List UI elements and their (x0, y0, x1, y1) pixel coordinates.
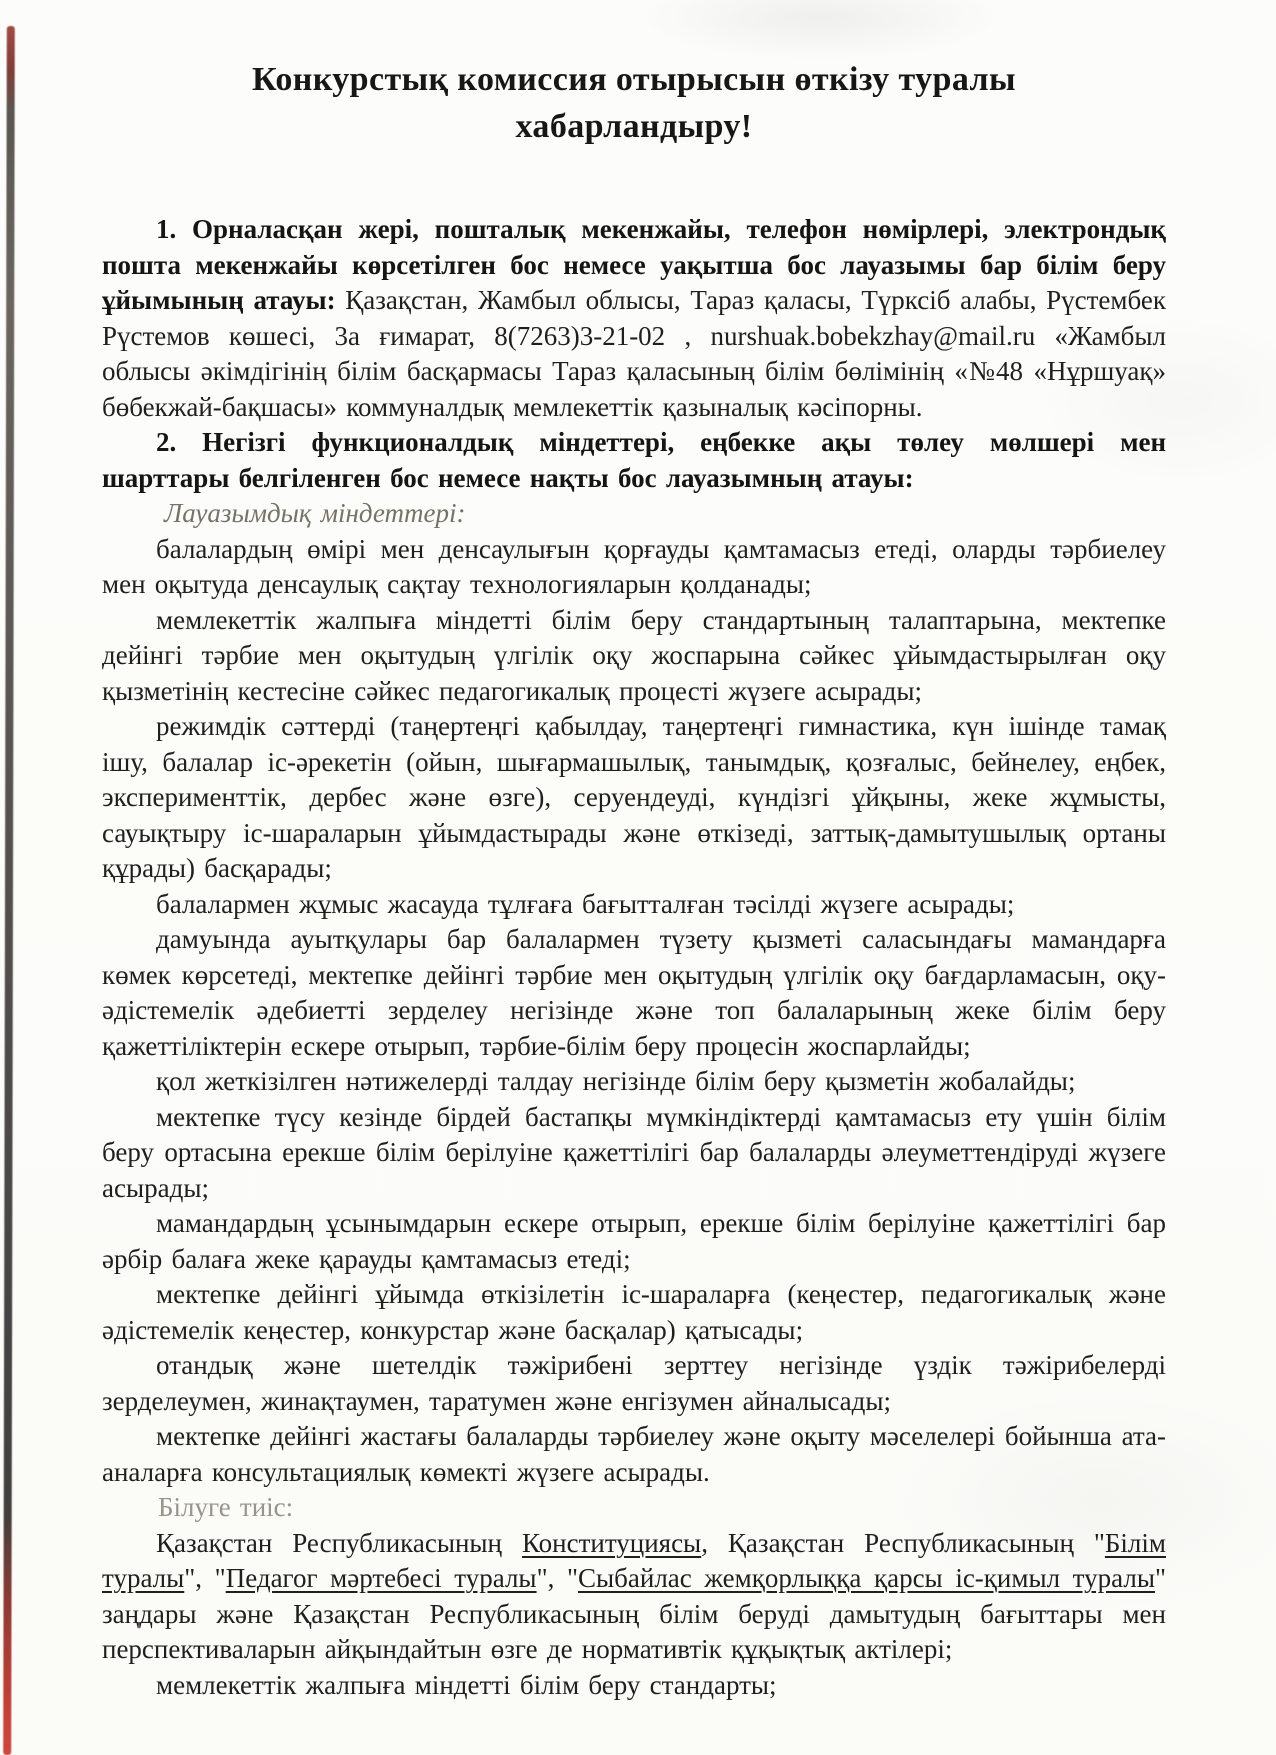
laws-segment-underlined: Сыбайлас жемқорлыққа қарсы іс-қимыл туралы (578, 1563, 1155, 1593)
duty-item: мемлекеттік жалпыға міндетті білім беру стандартының талаптарына, мектепке дейінгі тәрбие мен оқытудың үлгілік оқу жоспарына сәйкес ұйымдастырылған оқу қызметінің кестесіне сәйкес педагогикалық процесті жүзеге асырады; (102, 604, 1166, 706)
laws-segment: " заңдары және Қазақстан Республикасының білім беруді дамытудың бағыттары мен перспективаларын айқындайтын өзге де нормативтік құқықтық актілері; (102, 1563, 1166, 1664)
duty-item: қол жеткізілген нәтижелерді талдау негізінде білім беру қызметін жобалайды; (156, 1066, 1076, 1096)
org-info-details: Қазақстан, Жамбыл облысы, Тараз қаласы, Түрксіб алабы, Рүстембек Рүстемов көшесі, 3а ғимарат, 8(7263)3-21-02 , nurshuak.bobekzhay@mail.ru «Жамбыл облысы әкімдігінің білім басқармасы Тараз қаласының білім бөлімінің «№48 «Нұршуақ» бөбекжай-бақшасы» коммуналдық мемлекеттік қазыналық кәсіпорны. (102, 285, 1166, 422)
duty-item: режимдік сәттерді (таңертеңгі қабылдау, таңертеңгі гимнастика, күн ішінде тамақ ішу, балалар іс-әрекетін (ойын, шығармашылық, танымдық, қозғалыс, бейнелеу, еңбек, эксперименттік, дербес және өзге), серуендеуді, күндізгі ұйқыны, жеке жұмысты, сауықтыру іс-шараларын ұйымдастырады және өткізеді, заттық-дамытушылық ортаны құрады) басқарады; (102, 711, 1166, 883)
laws-segment: Қазақстан Республикасының (156, 1527, 522, 1558)
page-title-line-1: Конкурстық комиссия отырысын өткізу туралы (252, 61, 1016, 98)
duty-item: мектепке түсу кезінде бірдей бастапқы мүмкіндіктерді қамтамасыз ету үшін білім беру ортасына ерекше білім берілуіне қажеттілігі бар балаларды әлеуметтендіруді жүзеге асырады; (102, 1101, 1166, 1203)
duty-item: отандық және шетелдік тәжірибені зерттеу негізінде үздік тәжірибелерді зерделеумен, жинақтаумен, таратумен және енгізумен айналысады; (102, 1350, 1166, 1416)
laws-segment-underlined: Педагог мәртебесі туралы (225, 1563, 537, 1593)
org-info-lead: 1. Орналасқан жері, пошталық мекенжайы, телефон нөмірлері, электрондық пошта мекенжайы көрсетілген бос немесе уақытша бос лауазымы бар білім беру ұйымының атауы: (102, 214, 1166, 315)
laws-segment-underlined: Конституциясы (521, 1527, 702, 1558)
laws-segment: ", " (184, 1563, 226, 1593)
duty-item: мектепке дейінгі ұйымда өткізілетін іс-шараларға (кеңестер, педагогикалық және әдістемелік кеңестер, конкурстар және басқалар) қатысады; (102, 1279, 1166, 1345)
duty-item: мамандардың ұсынымдарын ескере отырып, ерекше білім берілуіне қажеттілігі бар әрбір балаға жеке қарауды қамтамасыз етеді; (102, 1208, 1166, 1274)
duty-item: балалардың өмірі мен денсаулығын қорғауды қамтамасыз етеді, оларды тәрбиелеу мен оқытуда денсаулық сақтау технологияларын қолданады; (102, 533, 1166, 599)
know-heading: Білуге тиіс: (158, 1492, 294, 1522)
page-title (102, 56, 1166, 150)
duty-item: мектепке дейінгі жастағы балаларды тәрбиелеу және оқыту мәселелері бойынша ата-аналарға консультациялық көмекті жүзеге асырады. (102, 1421, 1166, 1487)
org-info-paragraph (102, 212, 1166, 425)
functional-duties-heading: 2. Негізгі функционалдық міндеттері, еңбекке ақы төлеу мөлшері мен шарттары белгіленген бос немесе нақты бос лауазымның атауы: (102, 427, 1166, 493)
laws-paragraph (102, 1526, 1166, 1668)
document-content (102, 56, 1166, 1703)
duties-subheading: Лауазымдық міндеттері: (164, 498, 466, 528)
laws-segment: , Қазақстан Республикасының " (701, 1527, 1105, 1558)
page-title-line-2: хабарландыру! (515, 108, 753, 145)
duty-item: балалармен жұмыс жасауда тұлғаға бағытталған тәсілді жүзеге асырады; (156, 888, 1015, 919)
duty-item: дамуында ауытқулары бар балалармен түзету қызметі саласындағы мамандарға көмек көрсетеді, мектепке дейінгі тәрбие мен оқытудың үлгілік оқу бағдарламасын, оқу-әдістемелік әдебиетті зерделеу негізінде және топ балаларының жеке білім беру қажеттіліктерін ескере отырып, тәрбие-білім беру процесін жоспарлайды; (102, 924, 1166, 1061)
laws-segment: ", " (536, 1563, 578, 1593)
scan-edge-artifact (3, 26, 15, 1755)
laws-segment-underlined: Білім туралы (102, 1527, 1166, 1593)
standard-line: мемлекеттік жалпыға міндетті білім беру стандарты; (156, 1669, 777, 1700)
